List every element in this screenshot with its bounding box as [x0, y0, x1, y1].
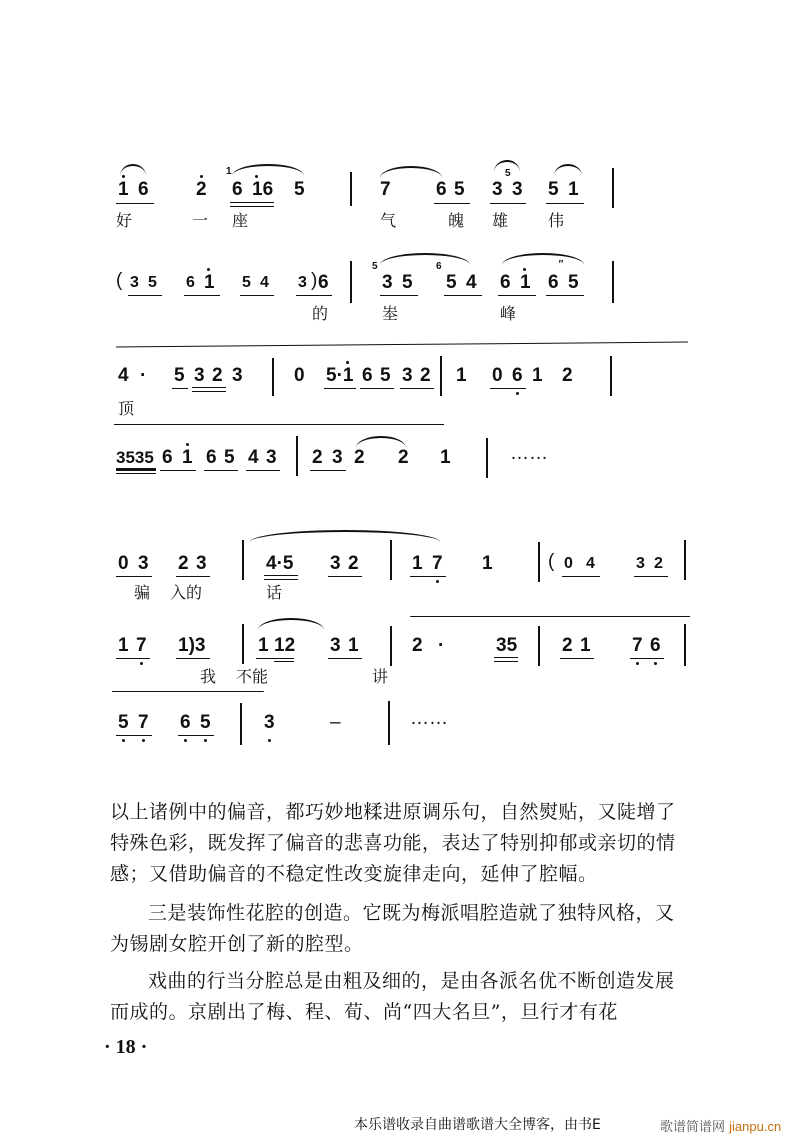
grace-note: 5 [505, 168, 511, 179]
note: 2 [178, 553, 192, 574]
note: 2 [212, 365, 226, 386]
note: 1 [118, 635, 132, 656]
score-line-7 [0, 685, 808, 755]
barline [390, 626, 392, 666]
dash-extension: – [330, 712, 344, 733]
note: 4 [260, 274, 272, 291]
note: 16 [252, 179, 274, 200]
underline [172, 388, 188, 389]
note: 7 [632, 635, 646, 656]
note: 1 [204, 272, 218, 293]
paren: ( [548, 551, 558, 572]
note: 5 [446, 272, 460, 293]
underline [328, 576, 362, 577]
lyric: 入的 [170, 583, 203, 602]
ellipsis: …… [510, 443, 548, 464]
note: 4·5 [266, 553, 294, 574]
note: 2 [654, 555, 666, 572]
underline [296, 295, 332, 296]
note: 5·1 [326, 365, 354, 386]
footer-notice: 本乐谱收录自曲谱歌谱大全博客，由书E [354, 1117, 601, 1133]
note: 1 [580, 635, 594, 656]
octave-dot [186, 443, 189, 446]
octave-dot [200, 175, 203, 178]
note: 3 [138, 553, 152, 574]
underline [324, 388, 356, 389]
note: 5 [294, 179, 308, 200]
score-line-3 [0, 338, 808, 428]
note: 6 [512, 365, 526, 386]
note: 4 [248, 447, 262, 468]
underline [328, 658, 362, 659]
site-watermark[interactable] [660, 1116, 781, 1135]
slur [232, 164, 304, 176]
dot-extension: · [140, 365, 150, 386]
barline [684, 540, 686, 580]
note: 12 [274, 635, 296, 656]
octave-dot [122, 175, 125, 178]
barline [296, 436, 298, 476]
note: 2 [398, 447, 412, 468]
note: 2 [196, 179, 210, 200]
lyric: 话 [266, 583, 283, 602]
underline [360, 388, 394, 389]
note: 5 [548, 179, 562, 200]
underline [246, 470, 280, 471]
barline [350, 172, 352, 206]
note: 0 [564, 555, 576, 572]
paren: ( [116, 270, 126, 291]
underline [546, 295, 584, 296]
grace-note: 6 [436, 261, 442, 272]
note: 3 [382, 272, 396, 293]
note: 3535 [116, 448, 154, 467]
underline [204, 470, 238, 471]
barline [610, 356, 612, 396]
note: 3 [332, 447, 346, 468]
note: 6 [548, 272, 562, 293]
lyric: 好 [116, 211, 133, 230]
score-line-2 [0, 245, 808, 325]
note: 5 [380, 365, 394, 386]
underline [176, 576, 210, 577]
note: 2 [354, 447, 368, 468]
note: 1 [118, 179, 132, 200]
lyric: 讲 [372, 667, 389, 686]
note: 3 [196, 553, 210, 574]
barline [612, 261, 614, 303]
lyric: 气 [380, 211, 397, 230]
note: 5 [174, 365, 188, 386]
lyric: 的 [312, 304, 329, 323]
note: 1 [258, 635, 272, 656]
note: 4 [586, 555, 598, 572]
note: 3 [130, 274, 142, 291]
note: 5 [402, 272, 416, 293]
barline [612, 168, 614, 208]
underline [410, 576, 446, 577]
octave-dot-below [516, 392, 519, 395]
octave-dot-below [204, 739, 207, 742]
underline [116, 658, 150, 659]
note: 1 [348, 635, 362, 656]
note: 5 [200, 712, 214, 733]
note: 1 [440, 447, 454, 468]
underline [160, 470, 196, 471]
lyric: 伟 [548, 211, 565, 230]
barline [486, 438, 488, 478]
octave-dot-below [436, 580, 439, 583]
octave-dot-below [140, 662, 143, 665]
slur [258, 618, 324, 630]
note: 5 [454, 179, 468, 200]
lyric: 峰 [500, 304, 517, 323]
underline [256, 658, 294, 659]
slur [502, 253, 584, 265]
slur [554, 164, 582, 176]
underline [490, 203, 526, 204]
note: 6 [186, 274, 198, 291]
note: 1 [520, 272, 534, 293]
underline [240, 295, 274, 296]
note: 5 [568, 272, 582, 293]
octave-dot [523, 268, 526, 271]
barline [538, 626, 540, 666]
lyric: 一 [192, 211, 209, 230]
page-number: · 18 · [104, 1036, 148, 1058]
underline [192, 387, 226, 392]
paragraph-1: 以上诸例中的偏音，都巧妙地糅进原调乐句，自然熨贴，又陡增了特殊色彩，既发挥了偏音的悲喜功能，表达了特别抑郁或亲切的情感；又借助偏音的不稳定性改变旋律走向，延伸了腔幅。 [110, 801, 676, 885]
underline [400, 388, 434, 389]
barline [350, 261, 352, 303]
underline [176, 658, 210, 659]
note: 1 [532, 365, 546, 386]
octave-dot [207, 268, 210, 271]
note: 6 [362, 365, 376, 386]
watermark-cn: 歌谱简谱网 [660, 1120, 726, 1135]
note: 3 [330, 553, 344, 574]
barline [242, 624, 244, 664]
underline [128, 295, 162, 296]
underline [184, 295, 220, 296]
tie-line [116, 342, 688, 348]
note: 3 [232, 365, 246, 386]
note: 6 [162, 447, 176, 468]
underline [490, 388, 526, 389]
underline [116, 473, 156, 474]
underline [230, 202, 274, 207]
note: 6 [650, 635, 664, 656]
note: 6 [138, 179, 152, 200]
note: 5 [224, 447, 238, 468]
underline [494, 657, 518, 662]
note: 6 [206, 447, 220, 468]
lyric: 雄 [492, 211, 509, 230]
barline [240, 703, 242, 745]
underline [310, 470, 346, 471]
octave-dot [346, 361, 349, 364]
underline [178, 735, 214, 736]
underline [498, 295, 536, 296]
barline [538, 542, 540, 582]
note: 7 [138, 712, 152, 733]
note: 5 [242, 274, 254, 291]
note: 7 [380, 179, 394, 200]
note: 1 [412, 553, 426, 574]
underline [634, 576, 668, 577]
note: 6 [436, 179, 450, 200]
underline [546, 203, 584, 204]
ellipsis: …… [410, 708, 448, 729]
note: 2 [312, 447, 326, 468]
barline [242, 540, 244, 580]
lyric: 座 [232, 211, 249, 230]
note: 4 [466, 272, 480, 293]
underline [434, 203, 470, 204]
note: 5 [118, 712, 132, 733]
mordent-ornament: ′′ [558, 259, 563, 270]
note: 1 [182, 447, 196, 468]
underline [116, 735, 152, 736]
lyric: 峚 [382, 304, 399, 323]
note: 6 [180, 712, 194, 733]
note: 1 [482, 553, 496, 574]
note: 4 [118, 365, 132, 386]
lyric: 魄 [448, 211, 465, 230]
slur [380, 166, 442, 178]
barline [390, 540, 392, 580]
note: 3 [512, 179, 526, 200]
note: 5 [148, 274, 160, 291]
octave-dot-below [654, 662, 657, 665]
note: 7 [136, 635, 150, 656]
score-line-1 [0, 150, 808, 230]
octave-dot-below [268, 739, 271, 742]
lyric: 顶 [118, 399, 135, 418]
note: 2 [412, 635, 426, 656]
slur [380, 253, 470, 265]
note: 6 [232, 179, 246, 200]
note: 2 [562, 365, 576, 386]
paren: ) [311, 270, 318, 291]
note: 3 [636, 555, 648, 572]
note: 0 [118, 553, 132, 574]
dot-extension: · [438, 635, 448, 656]
note: 3 [492, 179, 506, 200]
octave-dot-below [142, 739, 145, 742]
score-line-5 [0, 520, 808, 610]
barline [272, 358, 274, 396]
octave-dot [255, 175, 258, 178]
underline [274, 661, 294, 662]
note: 2 [420, 365, 434, 386]
octave-dot-below [184, 739, 187, 742]
slur [250, 530, 440, 542]
note: 6 [318, 272, 332, 293]
tie-line [410, 616, 690, 617]
paragraph-3: 戏曲的行当分腔总是由粗及细的，是由各派名优不断创造发展而成的。京剧出了梅、程、荀、尚“四大名旦”，旦行才有花 [110, 970, 675, 1023]
note: 1)3 [178, 635, 206, 656]
note: 3 [402, 365, 416, 386]
note: 0 [492, 365, 506, 386]
note: 3 [194, 365, 208, 386]
lyric: 骗 [134, 583, 151, 602]
tie-line [114, 424, 444, 425]
note: 3 [298, 274, 310, 291]
note: 7 [432, 553, 446, 574]
grace-note: 5 [372, 261, 378, 272]
note: 3 [264, 712, 278, 733]
note: 35 [496, 635, 518, 656]
barline [684, 624, 686, 666]
underline [380, 295, 418, 296]
lyric: 我 [200, 667, 217, 686]
note: 0 [294, 365, 308, 386]
underline [116, 203, 154, 204]
underline [630, 658, 664, 659]
underline [116, 576, 152, 577]
score-line-6 [0, 610, 808, 690]
note: 2 [562, 635, 576, 656]
note: 6 [500, 272, 514, 293]
watermark-en: jianpu.cn [729, 1119, 782, 1134]
note: 3 [266, 447, 280, 468]
octave-dot-below [636, 662, 639, 665]
note: 3 [330, 635, 344, 656]
paragraph-2: 三是装饰性花腔的创造。它既为梅派唱腔造就了独特风格，又为锡剧女腔开创了新的腔型。 [110, 902, 675, 955]
underline [444, 295, 482, 296]
underline [116, 468, 156, 471]
octave-dot-below [122, 739, 125, 742]
note: 2 [348, 553, 362, 574]
underline [562, 576, 600, 577]
underline [560, 658, 594, 659]
grace-note: 1 [226, 166, 232, 177]
tie-line [112, 691, 264, 692]
note: 1 [568, 179, 582, 200]
lyric: 不能 [236, 667, 269, 686]
barline [388, 701, 390, 745]
score-line-4 [0, 428, 808, 498]
note: 1 [456, 365, 470, 386]
barline [440, 356, 442, 396]
